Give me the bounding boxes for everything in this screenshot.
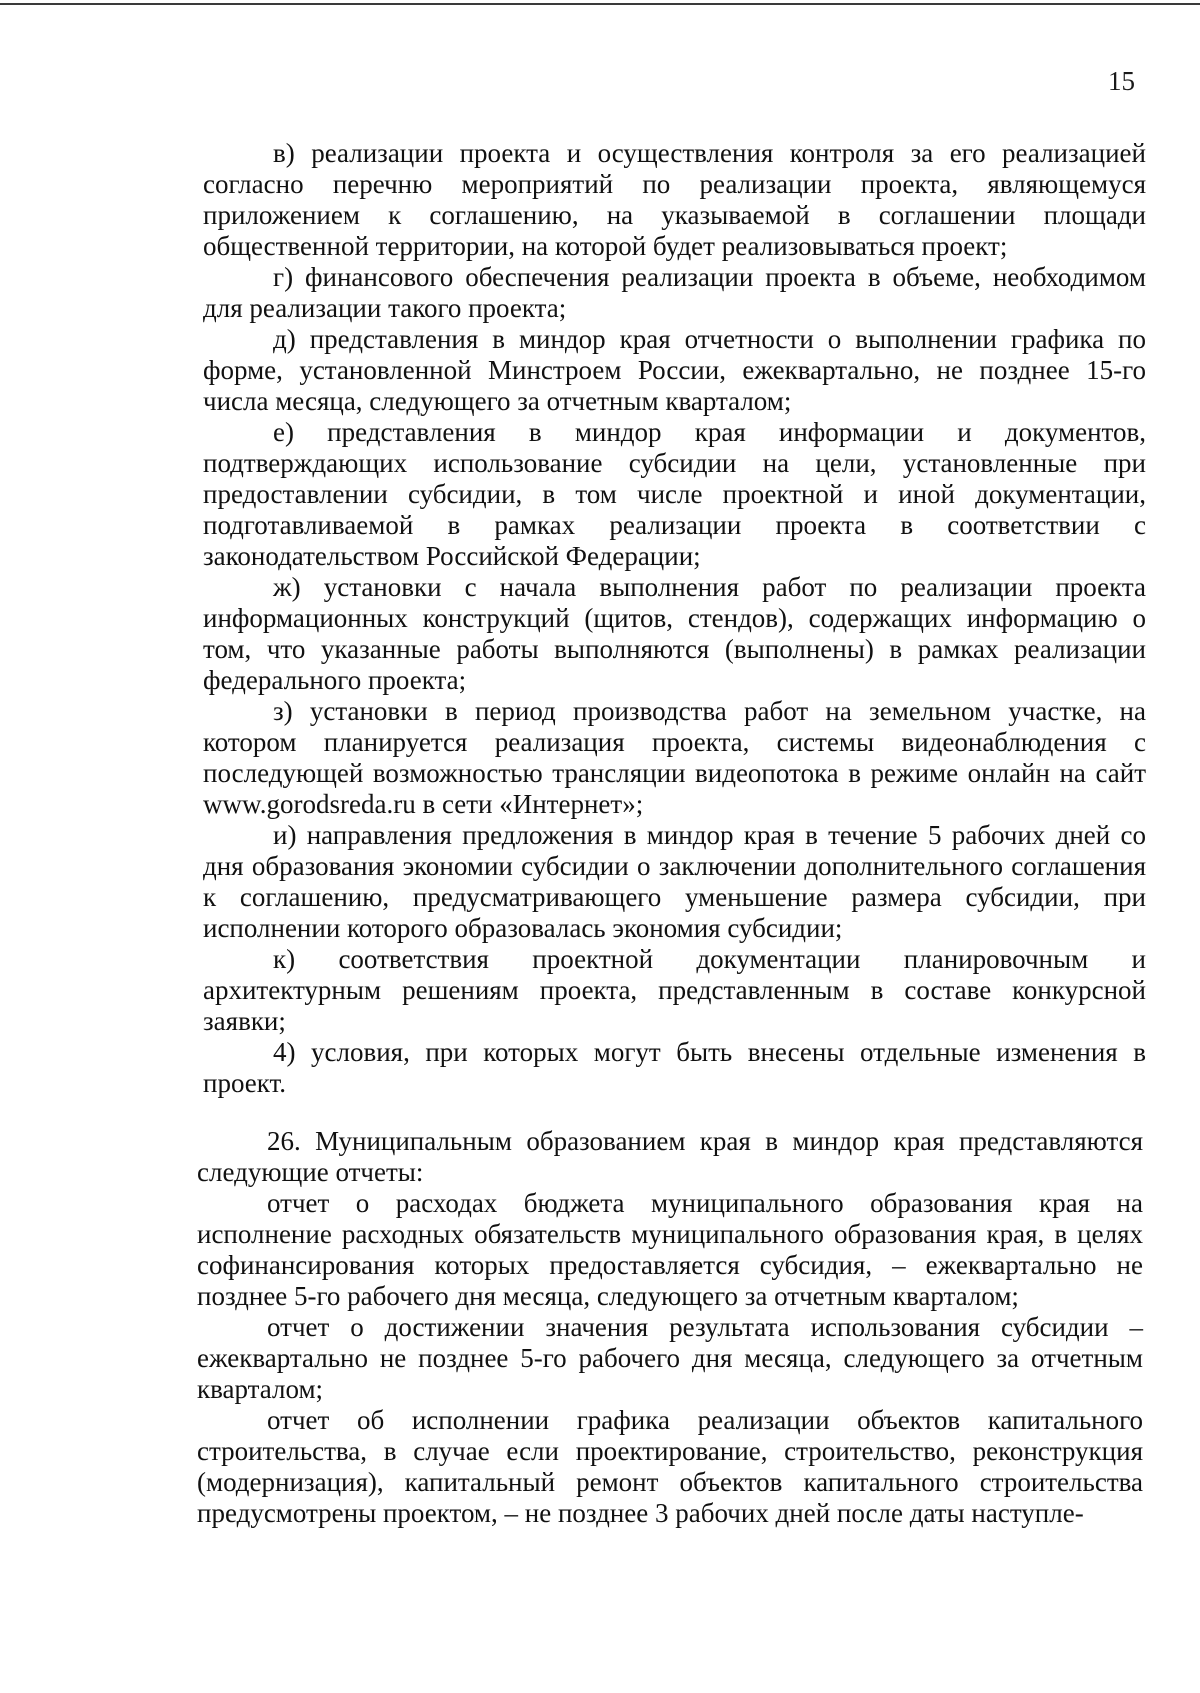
reports-section (197, 1126, 1143, 1529)
page-number: 15 (1108, 66, 1135, 96)
conditions-list (203, 138, 1146, 1099)
paragraph-item-zh: ж) установки с начала выполнения работ по реализации проекта информационных конструкций (щитов, стендов), содержащих информацию о том, что указанные работы выполняются (выполнены) в рамках реализации федерального проекта; (203, 572, 1146, 695)
page-top-edge (0, 3, 1200, 5)
paragraph-item-z: з) установки в период производства работ на земельном участке, на котором планируется реализация проекта, системы видеонаблюдения с последующей возможностью трансляции видеопотока в режиме онлайн на сайт www.gorodsreda.ru в сети «Интернет»; (203, 696, 1146, 819)
report-schedule-execution: отчет об исполнении графика реализации объектов капитального строительства, в случае если проектирование, строительство, реконструкция (модернизация), капитальный ремонт объектов капитального строительства предусмотрены проектом, – не позднее 3 рабочих дней после даты наступле- (197, 1405, 1143, 1528)
paragraph-item-g: г) финансового обеспечения реализации проекта в объеме, необходимом для реализации такого проекта; (203, 262, 1146, 323)
paragraph-item-d: д) представления в миндор края отчетности о выполнении графика по форме, установленной Минстроем России, ежеквартально, не позднее 15-го числа месяца, следующего за отчетным кварталом; (203, 324, 1146, 416)
paragraph-item-i: и) направления предложения в миндор края в течение 5 рабочих дней со дня образования экономии субсидии о заключении дополнительного соглашения к соглашению, предусматривающего уменьшение размера субсидии, при исполнении которого образовалась экономия субсидии; (203, 820, 1146, 943)
report-result-achievement: отчет о достижении значения результата использования субсидии – ежеквартально не позднее 5-го рабочего дня месяца, следующего за отчетным кварталом; (197, 1312, 1143, 1404)
paragraph-item-4: 4) условия, при которых могут быть внесены отдельные изменения в проект. (203, 1037, 1146, 1098)
section-26-heading: 26. Муниципальным образованием края в миндор края представляются следующие отчеты: (197, 1126, 1143, 1187)
paragraph-item-k: к) соответствия проектной документации планировочным и архитектурным решениям проекта, представленным в составе конкурсной заявки; (203, 944, 1146, 1036)
paragraph-item-e: е) представления в миндор края информации и документов, подтверждающих использование субсидии на цели, установленные при предоставлении субсидии, в том числе проектной и иной документации, подготавливаемой в рамках реализации проекта в соответствии с законодательством Российской Федерации; (203, 417, 1146, 571)
paragraph-item-v: в) реализации проекта и осуществления контроля за его реализацией согласно перечню мероприятий по реализации проекта, являющемуся приложением к соглашению, на указываемой в соглашении площади общественной территории, на которой будет реализовываться проект; (203, 138, 1146, 261)
report-budget-expenses: отчет о расходах бюджета муниципального образования края на исполнение расходных обязательств муниципального образования края, в целях софинансирования которых предоставляется субсидия, – ежеквартально не позднее 5-го рабочего дня месяца, следующего за отчетным кварталом; (197, 1188, 1143, 1311)
